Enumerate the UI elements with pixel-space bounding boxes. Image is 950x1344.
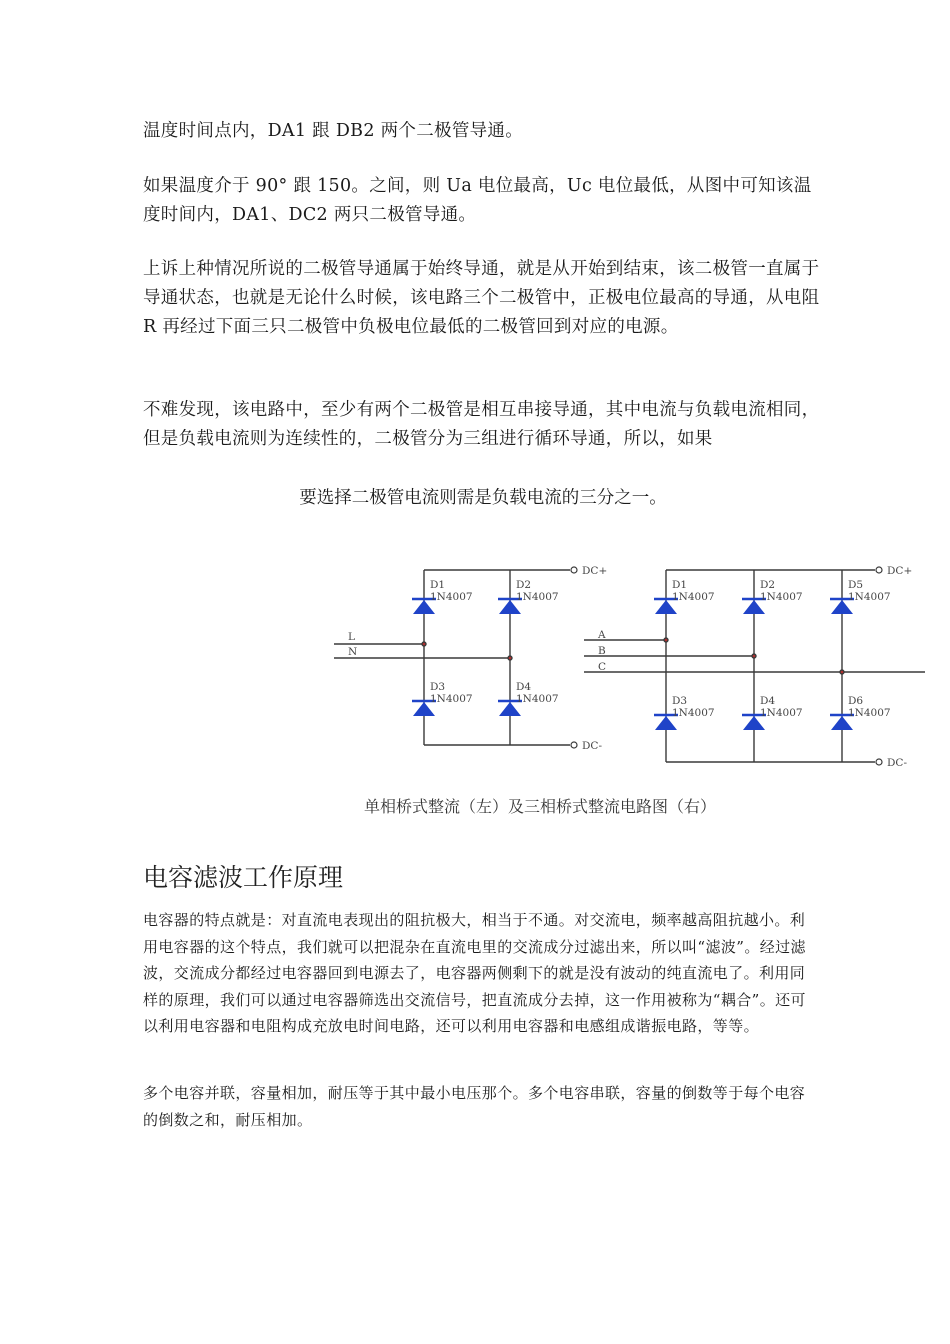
section-title: 电容滤波工作原理 [143, 863, 344, 892]
diode-label-d3: D3 [672, 695, 688, 707]
diode-part-number: 1N4007 [430, 591, 473, 603]
diode-label-d6: D6 [848, 695, 864, 707]
diode-part-number: 1N4007 [848, 707, 891, 719]
terminal-circle [876, 759, 882, 765]
diode-part-number: 1N4007 [760, 591, 803, 603]
diode-part-number: 1N4007 [516, 693, 559, 705]
diode-part-number: 1N4007 [672, 591, 715, 603]
three-input-b-label: B [598, 645, 606, 657]
junction-dot [752, 654, 756, 658]
junction-dot [422, 642, 426, 646]
diode-label-d2: D2 [760, 579, 776, 591]
diode-label-d5: D5 [848, 579, 864, 591]
diode-label-d1: D1 [672, 579, 688, 591]
terminal-circle [876, 567, 882, 573]
three-dc-minus-label: DC- [887, 757, 908, 768]
diode-part-number: 1N4007 [516, 591, 559, 603]
single-input-n-label: N [348, 646, 358, 658]
diode-label-d4: D4 [760, 695, 776, 707]
diode-part-number: 1N4007 [430, 693, 473, 705]
junction-dot [508, 656, 512, 660]
single-input-l-label: L [348, 631, 355, 643]
paragraph-4: 不难发现，该电路中，至少有两个二极管是相互串接导通，其中电流与负载电流相同，但是负载电流则为连续性的，二极管分为三组进行循环导通，所以，如果 [143, 400, 820, 449]
figure-caption: 单相桥式整流（左）及三相桥式整流电路图（右） [363, 797, 716, 816]
diode-label-d2: D2 [516, 579, 532, 591]
centered-line: 要选择二极管电流则需是负载电流的三分之一。 [299, 488, 667, 508]
diode-part-number: 1N4007 [848, 591, 891, 603]
paragraph-1: 温度时间点内，DA1 跟 DB2 两个二极管导通。 [143, 121, 524, 141]
paragraph-3: 上诉上种情况所说的二极管导通属于始终导通，就是从开始到结束，该二极管一直属于导通状态，也就是无论什么时候，该电路三个二极管中，正极电位最高的导通，从电阻 R 再经过下面三只二极管中负极电位最低的二极管回到对应的电源。 [143, 259, 820, 337]
paragraph-2: 如果温度介于 90° 跟 150。之间，则 Ua 电位最高，Uc 电位最低，从图中可知该温度时间内，DA1、DC2 两只二极管导通。 [143, 176, 812, 225]
single-dc-plus-label: DC+ [582, 565, 608, 577]
three-dc-plus-label: DC+ [887, 565, 913, 577]
diode-label-d3: D3 [430, 681, 446, 693]
rectifier-circuit-diagram [330, 548, 930, 768]
diode-part-number: 1N4007 [760, 707, 803, 719]
diode-label-d1: D1 [430, 579, 446, 591]
junction-dot [840, 670, 844, 674]
three-input-a-label: A [598, 629, 606, 641]
diode-label-d4: D4 [516, 681, 532, 693]
paragraph-5: 电容器的特点就是：对直流电表现出的阻抗极大，相当于不通。对交流电，频率越高阻抗越小。利用电容器的这个特点，我们就可以把混杂在直流电里的交流成分过滤出来，所以叫“滤波”。经过滤波，交流成分都经过电容器回到电源去了，电容器两侧剩下的就是没有波动的纯直流电了。利用同样的原理，我们可以通过电容器筛选出交流信号，把直流成分去掉，这一作用被称为“耦合”。还可以利用电容器和电阻构成充放电时间电路，还可以利用电容器和电感组成谐振电路，等等。 [143, 911, 806, 1035]
junction-dot [664, 638, 668, 642]
diode-part-number: 1N4007 [672, 707, 715, 719]
three-input-c-label: C [598, 661, 607, 673]
paragraph-6: 多个电容并联，容量相加，耐压等于其中最小电压那个。多个电容串联，容量的倒数等于每个电容的倒数之和，耐压相加。 [143, 1084, 806, 1129]
single-dc-minus-label: DC- [582, 740, 603, 752]
terminal-circle [571, 742, 577, 748]
terminal-circle [571, 567, 577, 573]
